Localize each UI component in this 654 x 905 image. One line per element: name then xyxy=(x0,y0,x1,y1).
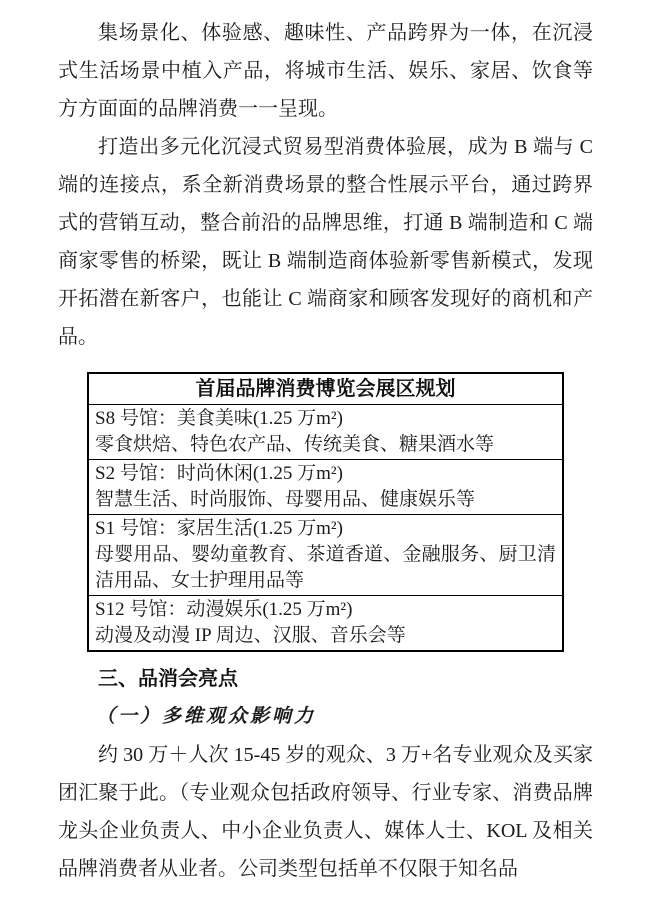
paragraph-b2c-platform: 打造出多元化沉浸式贸易型消费体验展，成为 B 端与 C 端的连接点，系全新消费场景的整合性展示平台，通过跨界式的营销互动，整合前沿的品牌思维，打通 B 端制造和 C 端商家零售的桥梁，既让 B 端制造商体验新零售新模式，发现开拓潜在新客户，也能让 C 端商家和顾客发现好的商机和产品。 xyxy=(58,136,593,348)
hall-name: S2 号馆：时尚休闲(1.25 万m²) xyxy=(95,463,343,484)
hall-name: S12 号馆：动漫娱乐(1.25 万m²) xyxy=(95,599,353,620)
exhibition-zone-table-body xyxy=(88,373,563,651)
hall-categories: 动漫及动漫 IP 周边、汉服、音乐会等 xyxy=(95,625,406,646)
table-title-row xyxy=(88,373,563,405)
hall-categories: 母婴用品、婴幼童教育、茶道香道、金融服务、厨卫清洁用品、女士护理用品等 xyxy=(95,544,556,591)
paragraph-immersive-scene: 集场景化、体验感、趣味性、产品跨界为一体，在沉浸式生活场景中植入产品，将城市生活、娱乐、家居、饮食等方方面面的品牌消费一一呈现。 xyxy=(58,22,593,120)
table-row-cell xyxy=(88,515,563,596)
table-title: 首届品牌消费博览会展区规划 xyxy=(88,373,563,405)
exhibition-zone-table xyxy=(87,372,564,652)
table-row xyxy=(88,405,563,460)
table-row xyxy=(88,515,563,596)
sub-section-heading: （一）多维观众影响力 xyxy=(96,706,317,727)
table-row-cell xyxy=(88,596,563,652)
table-row xyxy=(88,596,563,652)
hall-name: S8 号馆：美食美味(1.25 万m²) xyxy=(95,408,343,429)
hall-name: S1 号馆：家居生活(1.25 万m²) xyxy=(95,518,343,539)
table-row xyxy=(88,460,563,515)
table-row-cell xyxy=(88,405,563,460)
hall-categories: 智慧生活、时尚服饰、母婴用品、健康娱乐等 xyxy=(95,489,476,510)
table-row-cell xyxy=(88,460,563,515)
paragraph-audience-influence: 约 30 万＋人次 15-45 岁的观众、3 万+名专业观众及买家团汇聚于此。（专业观众包括政府领导、行业专家、消费品牌龙头企业负责人、中小企业负责人、媒体人士、KOL 及相关品牌消费者从业者。公司类型包括单不仅限于知名品 xyxy=(58,744,593,880)
hall-categories: 零食烘焙、特色农产品、传统美食、糖果酒水等 xyxy=(95,434,495,455)
section-heading: 三、品消会亮点 xyxy=(98,668,238,690)
